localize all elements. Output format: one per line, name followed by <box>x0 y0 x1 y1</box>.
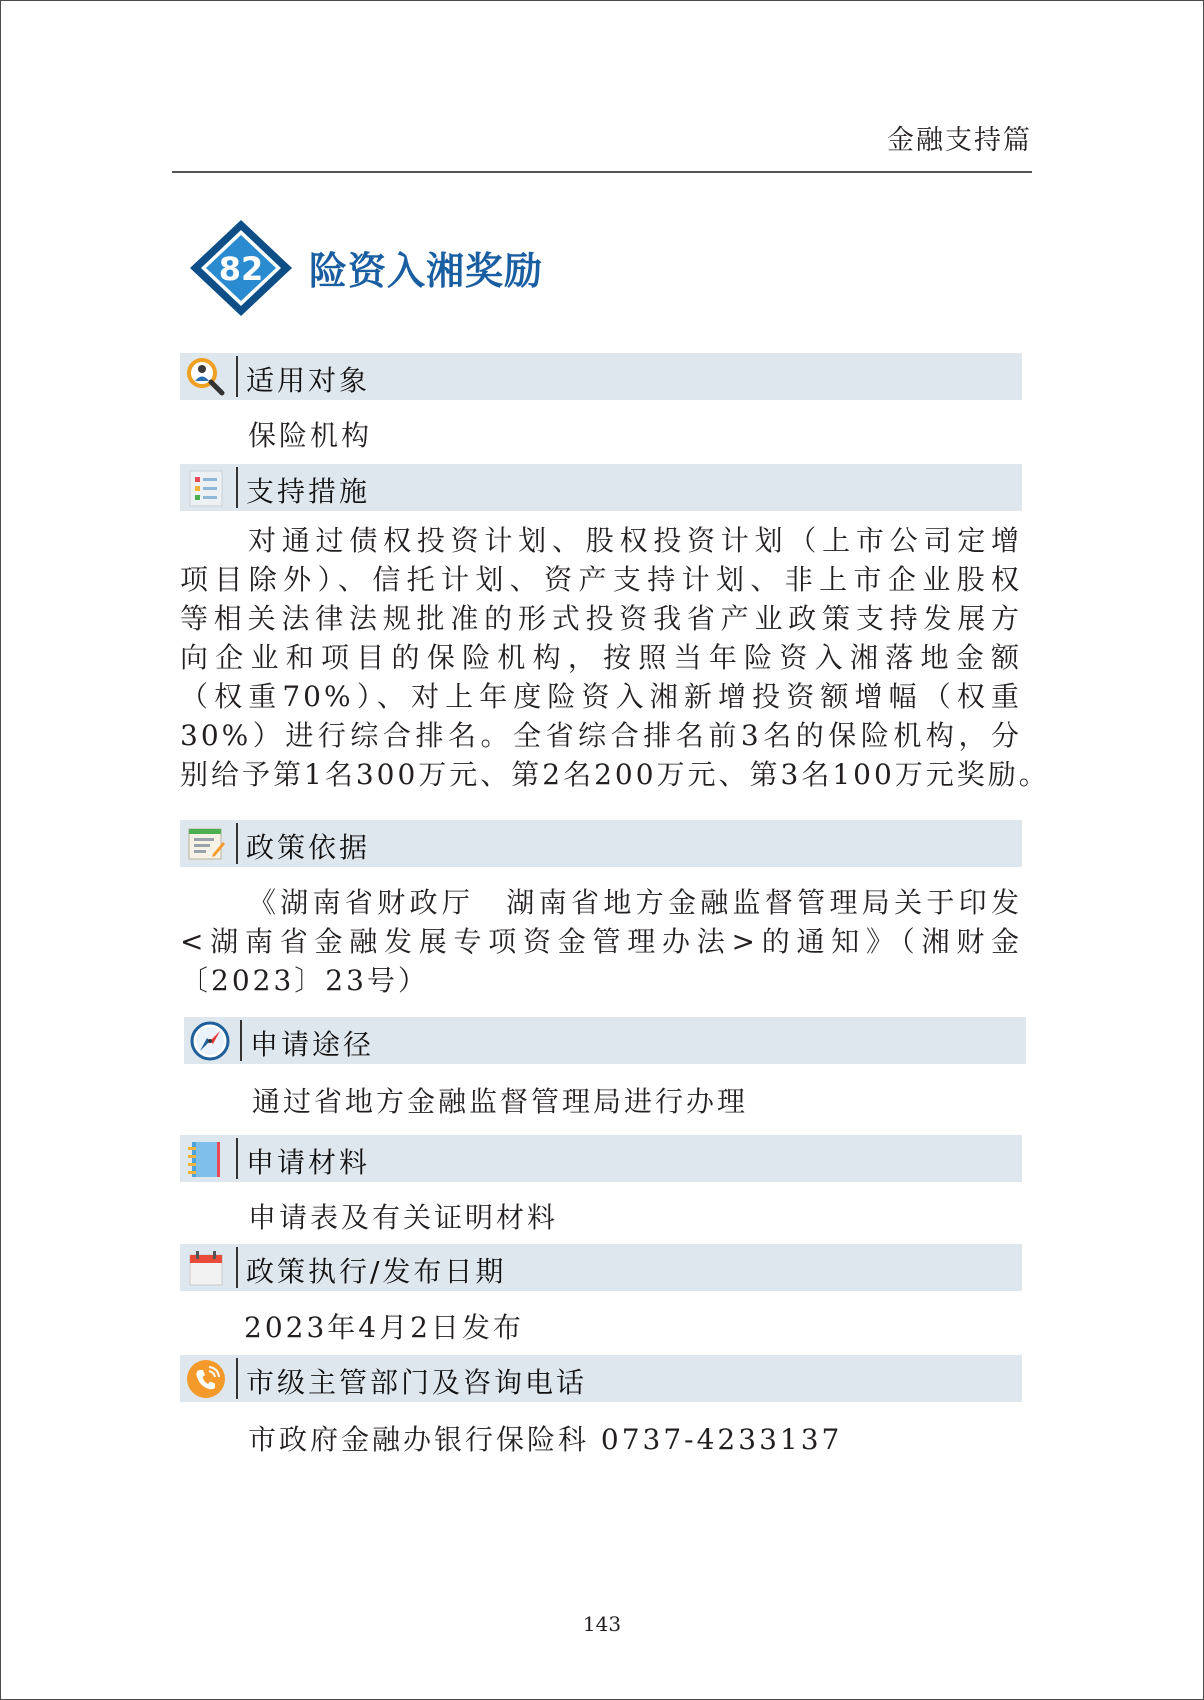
section-heading: 适用对象 <box>246 364 371 397</box>
section-heading: 申请途径 <box>250 1028 375 1061</box>
section-heading: 市级主管部门及咨询电话 <box>246 1366 588 1399</box>
materials-body: 申请表及有关证明材料 <box>248 1201 559 1234</box>
paragraph-line: <湖南省金融发展专项资金管理办法>的通知》（湘财金 <box>180 925 1022 958</box>
paragraph-line: 别给予第1名300万元、第2名200万元、第3名100万元奖励。 <box>180 758 1050 791</box>
section-channel-bar <box>184 1017 1026 1064</box>
contact-body: 市政府金融办银行保险科 0737-4233137 <box>248 1423 843 1456</box>
section-heading: 申请材料 <box>246 1146 371 1179</box>
calendar-icon <box>186 1248 226 1288</box>
section-divider <box>236 467 238 508</box>
paragraph-line: 等相关法律法规批准的形式投资我省产业政策支持发展方 <box>180 602 1022 635</box>
page-title: 险资入湘奖励 <box>309 248 544 293</box>
section-divider <box>240 1020 242 1061</box>
paragraph-line: 项目除外）、信托计划、资产支持计划、非上市企业股权 <box>180 563 1022 596</box>
badge-number: 82 <box>218 250 264 288</box>
paragraph-line: 对通过债权投资计划、股权投资计划（上市公司定增 <box>248 524 1022 557</box>
page-number: 143 <box>582 1612 622 1636</box>
header-rule <box>172 171 1032 173</box>
number-badge <box>188 218 294 318</box>
section-heading: 支持措施 <box>246 475 371 508</box>
paragraph-line: 30%）进行综合排名。全省综合排名前3名的保险机构，分 <box>180 719 1022 752</box>
running-head: 金融支持篇 <box>887 125 1032 156</box>
notebook-icon <box>186 1139 226 1179</box>
section-target-bar <box>180 353 1022 400</box>
paragraph-line: 向企业和项目的保险机构，按照当年险资入湘落地金额 <box>180 641 1022 674</box>
channel-body: 通过省地方金融监督管理局进行办理 <box>252 1085 749 1118</box>
measures-paragraph <box>180 521 1050 794</box>
section-basis-bar <box>180 820 1022 867</box>
section-heading: 政策依据 <box>246 831 371 864</box>
section-contact-bar <box>180 1355 1022 1402</box>
date-body: 2023年4月2日发布 <box>244 1311 524 1344</box>
section-date-bar <box>180 1244 1022 1291</box>
section-divider <box>236 1247 238 1288</box>
document-pen-icon <box>186 824 226 864</box>
paragraph-line: （权重70%）、对上年度险资入湘新增投资额增幅（权重 <box>180 680 1022 713</box>
compass-icon <box>190 1021 230 1061</box>
section-divider <box>236 1358 238 1399</box>
section-heading: 政策执行/发布日期 <box>246 1255 507 1288</box>
checklist-icon <box>186 468 226 508</box>
section-divider <box>236 1138 238 1179</box>
section-measures-bar <box>180 464 1022 511</box>
phone-icon <box>186 1359 226 1399</box>
section-materials-bar <box>180 1135 1022 1182</box>
paragraph-line: 〔2023〕23号） <box>180 964 429 997</box>
section-divider <box>236 356 238 397</box>
section-divider <box>236 823 238 864</box>
basis-paragraph <box>180 883 1022 1000</box>
magnifier-person-icon <box>186 357 226 397</box>
target-body: 保险机构 <box>248 419 373 452</box>
paragraph-line: 《湖南省财政厅 湖南省地方金融监督管理局关于印发 <box>248 886 1022 919</box>
